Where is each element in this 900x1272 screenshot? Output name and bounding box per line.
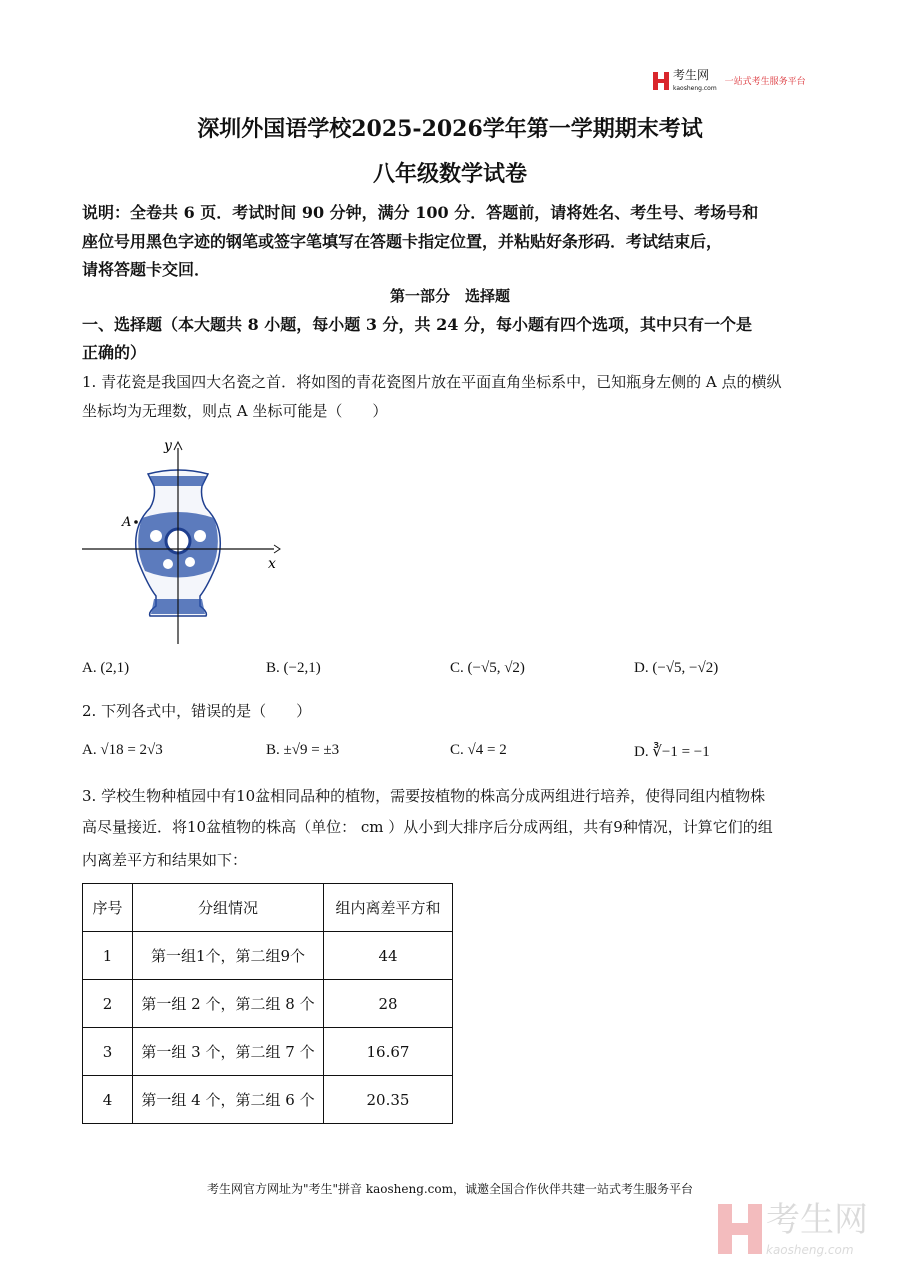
watermark-text: 考生网	[766, 1200, 868, 1240]
table-header: 组内离差平方和	[324, 884, 453, 932]
q1-option-c: C. (−√5, √2)	[450, 660, 525, 676]
q3-table	[82, 883, 453, 1124]
vase-figure	[78, 436, 288, 648]
section-heading: 正确的）	[82, 343, 147, 362]
table-cell: 2	[83, 980, 133, 1028]
exam-title: 深圳外国语学校2025-2026学年第一学期期末考试	[197, 116, 703, 142]
slogan: 一站式考生服务平台	[724, 77, 806, 87]
logo-icon	[653, 72, 669, 90]
q1-option-d: D. (−√5, −√2)	[634, 660, 719, 676]
q1-option-a: A. (2,1)	[82, 660, 130, 676]
q1-text: 坐标均为无理数，则点 A 坐标可能是（ ）	[82, 402, 388, 420]
logo-text: 考生网	[673, 68, 710, 82]
table-cell: 第一组 4 个，第二组 6 个	[133, 1076, 324, 1124]
table-cell: 第一组 3 个，第二组 7 个	[133, 1028, 324, 1076]
x-label: x	[268, 556, 276, 572]
q2-option-d: D. ∛−1 = −1	[634, 744, 710, 760]
table-header: 分组情况	[133, 884, 324, 932]
watermark-icon	[718, 1204, 762, 1254]
part-heading: 第一部分 选择题	[389, 287, 510, 305]
table-cell: 1	[83, 932, 133, 980]
table-cell: 第一组 2 个，第二组 8 个	[133, 980, 324, 1028]
q2-text: 2. 下列各式中，错误的是（ ）	[82, 702, 312, 720]
logo-sub: kaosheng.com	[673, 85, 717, 92]
q3-text: 高尽量接近．将10盆植物的株高（单位： cm ）从小到大排序后分成两组，共有9种情况，计算它们的组	[82, 818, 773, 836]
point-a-label: A	[122, 515, 132, 530]
table-cell: 第一组1个，第二组9个	[133, 932, 324, 980]
q1-text: 1. 青花瓷是我国四大名瓷之首．将如图的青花瓷图片放在平面直角坐标系中，已知瓶身左侧的 A 点的横纵	[82, 373, 782, 391]
instructions-line: 座位号用黑色字迹的钢笔或签字笔填写在答题卡指定位置，并粘贴好条形码．考试结束后，	[82, 232, 723, 251]
table-header: 序号	[83, 884, 133, 932]
table-cell: 44	[324, 932, 453, 980]
q3-text: 3. 学校生物种植园中有10盆相同品种的植物，需要按植物的株高分成两组进行培养，使得同组内植物株	[82, 787, 766, 805]
table-cell: 20.35	[324, 1076, 453, 1124]
y-label: y	[164, 438, 172, 454]
table-cell: 28	[324, 980, 453, 1028]
table-cell: 16.67	[324, 1028, 453, 1076]
header-logo	[653, 68, 806, 93]
q1-option-b: B. (−2,1)	[266, 660, 321, 676]
table-row	[83, 932, 453, 980]
table-cell: 3	[83, 1028, 133, 1076]
table-row	[83, 1028, 453, 1076]
watermark-sub: kaosheng.com	[766, 1243, 854, 1257]
q2-option-a: A. √18 = 2√3	[82, 742, 163, 758]
q3-text: 内离差平方和结果如下：	[82, 851, 248, 869]
q2-option-c: C. √4 = 2	[450, 742, 507, 758]
point-a	[134, 520, 138, 524]
table-row	[83, 980, 453, 1028]
watermark-logo	[718, 1200, 868, 1258]
q2-option-b: B. ±√9 = ±3	[266, 742, 340, 758]
table-header-row	[83, 884, 453, 932]
section-heading: 一、选择题（本大题共 8 小题，每小题 3 分，共 24 分，每小题有四个选项，其中只有一个是	[82, 315, 752, 334]
footer-text: 考生网官方网址为"考生"拼音 kaosheng.com，诚邀全国合作伙伴共建一站式考生服务平台	[206, 1182, 694, 1196]
table-row	[83, 1076, 453, 1124]
exam-subtitle: 八年级数学试卷	[372, 161, 527, 187]
instructions-line: 说明：全卷共 6 页．考试时间 90 分钟，满分 100 分．答题前，请将姓名、考生号、考场号和	[82, 203, 759, 222]
table-cell: 4	[83, 1076, 133, 1124]
instructions-line: 请将答题卡交回．	[82, 260, 211, 279]
